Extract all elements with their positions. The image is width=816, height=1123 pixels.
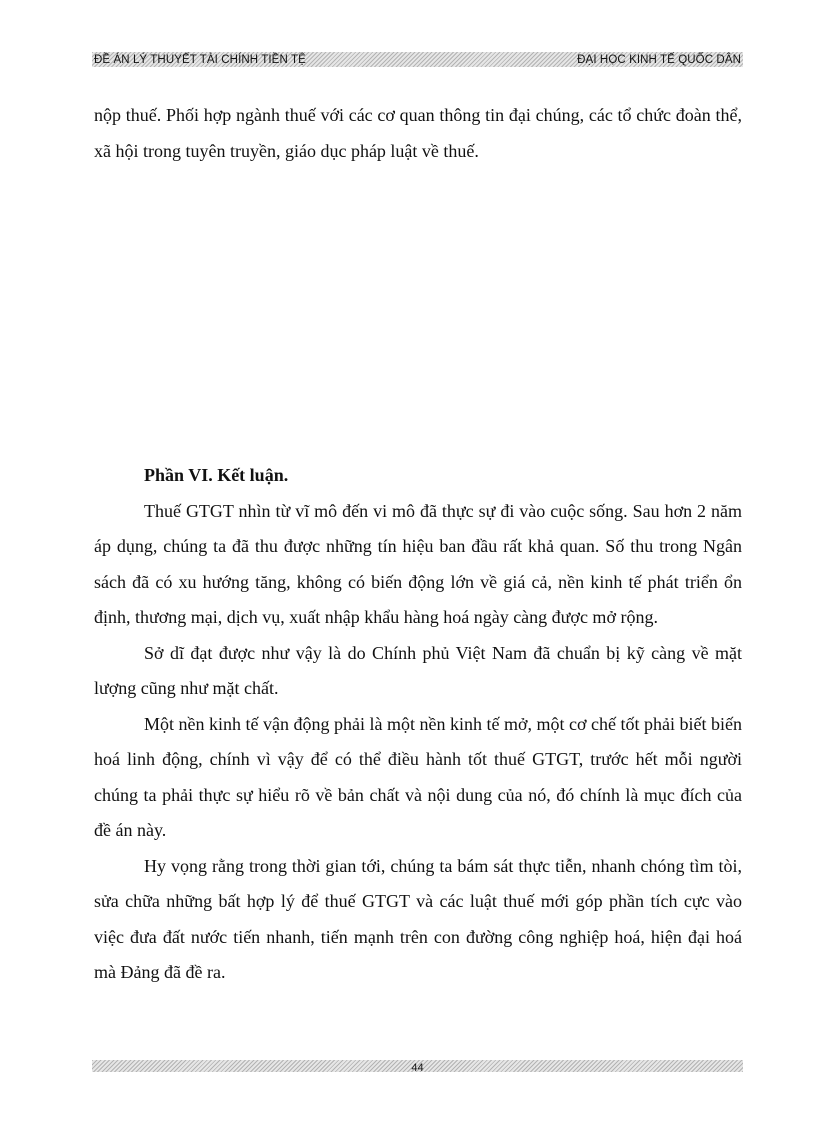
page-content	[94, 98, 742, 991]
page-header	[92, 52, 743, 67]
blank-space	[94, 169, 742, 458]
paragraph-1: Thuế GTGT nhìn từ vĩ mô đến vi mô đã thực sự đi vào cuộc sống. Sau hơn 2 năm áp dụng, chúng ta đã thu được những tín hiệu ban đầu rất khả quan. Số thu trong Ngân sách đã có xu hướng tăng, không có biến động lớn về giá cả, nền kinh tế phát triển ổn định, thương mại, dịch vụ, xuất nhập khẩu hàng hoá ngày càng được mở rộng.	[94, 500, 742, 627]
header-left-title: ĐỀ ÁN LÝ THUYẾT TÀI CHÍNH TIỀN TỆ	[94, 53, 306, 66]
paragraph-4: Hy vọng rằng trong thời gian tới, chúng ta bám sát thực tiễn, nhanh chóng tìm tòi, sửa chữa những bất hợp lý để thuế GTGT và các luật thuế mới góp phần tích cực vào việc đưa đất nước tiến nhanh, tiến mạnh trên con đường công nghiệp hoá, hiện đại hoá mà Đảng đã đề ra.	[94, 855, 742, 982]
paragraph-2: Sở dĩ đạt được như vậy là do Chính phủ Việt Nam đã chuẩn bị kỹ càng về mặt lượng cũng như mặt chất.	[94, 642, 742, 698]
paragraph-3: Một nền kinh tế vận động phải là một nền kinh tế mở, một cơ chế tốt phải biết biến hoá linh động, chính vì vậy để có thể điều hành tốt thuế GTGT, trước hết mỗi người chúng ta phải thực sự hiểu rõ về bản chất và nội dung của nó, đó chính là mục đích của đề án này.	[94, 713, 742, 840]
continued-paragraph: nộp thuế. Phối hợp ngành thuế với các cơ quan thông tin đại chúng, các tổ chức đoàn thể, xã hội trong tuyên truyền, giáo dục pháp luật về thuế.	[94, 105, 742, 161]
header-right-title: ĐẠI HỌC KINH TẾ QUỐC DÂN	[577, 53, 741, 66]
section-heading: Phần VI. Kết luận.	[144, 465, 289, 485]
page-number: 44	[411, 1062, 424, 1074]
